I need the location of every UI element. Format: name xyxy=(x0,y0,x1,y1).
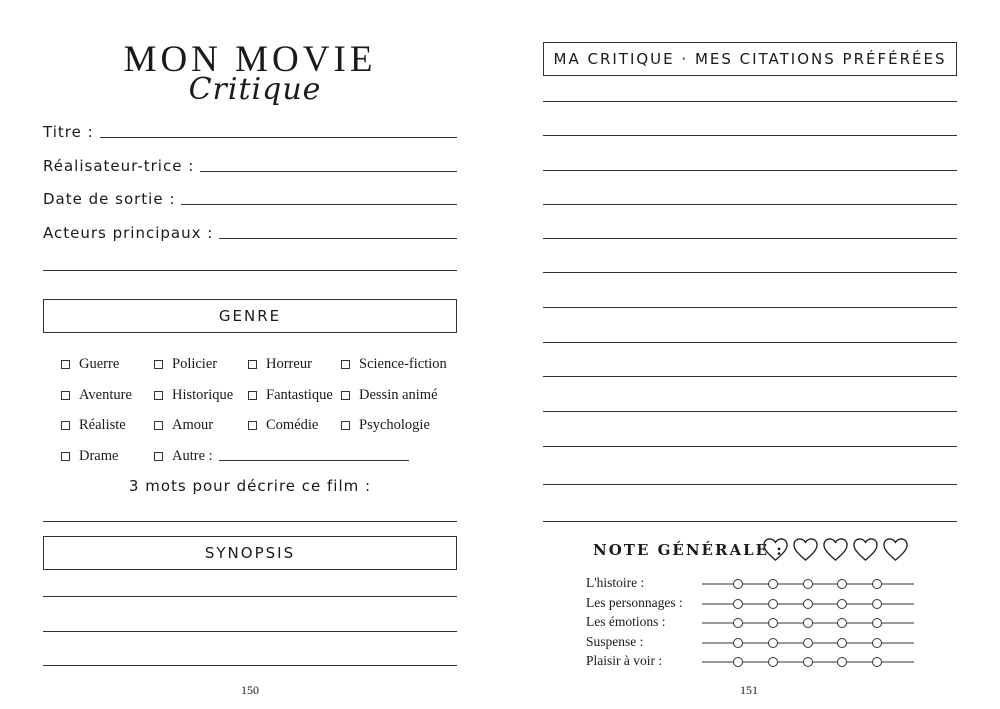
genre-checkbox[interactable] xyxy=(248,387,333,404)
checkbox-icon[interactable] xyxy=(61,421,70,430)
field-label: Réalisateur-trice : xyxy=(43,157,195,175)
checkbox-icon[interactable] xyxy=(154,421,163,430)
write-line[interactable] xyxy=(543,135,957,136)
genre-label: Réaliste xyxy=(79,417,126,433)
checkbox-icon[interactable] xyxy=(341,391,350,400)
write-line[interactable] xyxy=(543,484,957,485)
genre-checkbox-autre[interactable] xyxy=(154,448,409,465)
field-realisateur[interactable] xyxy=(43,157,457,175)
genre-checkbox[interactable] xyxy=(154,387,233,404)
checkbox-icon[interactable] xyxy=(341,360,350,369)
page-number: 151 xyxy=(740,683,758,697)
write-line[interactable] xyxy=(43,521,457,522)
genre-label: Horreur xyxy=(266,356,312,372)
genre-checkbox[interactable] xyxy=(154,356,217,373)
page-number: 150 xyxy=(241,683,259,697)
write-line[interactable] xyxy=(100,137,457,138)
write-line[interactable] xyxy=(543,307,957,308)
genre-label: Drame xyxy=(79,448,119,464)
page-title: MON MOVIE xyxy=(123,39,377,80)
heart-outline-icon[interactable] xyxy=(762,537,789,562)
write-line[interactable] xyxy=(43,665,457,666)
genre-checkbox[interactable] xyxy=(61,417,126,434)
write-line[interactable] xyxy=(543,101,957,102)
checkbox-icon[interactable] xyxy=(61,452,70,461)
genre-checkbox[interactable] xyxy=(248,417,318,434)
page-subtitle-script: Critique xyxy=(188,72,322,107)
genre-label: Psychologie xyxy=(359,417,430,433)
heart-rating[interactable] xyxy=(762,537,909,562)
write-line[interactable] xyxy=(543,272,957,273)
write-line[interactable] xyxy=(43,631,457,632)
genre-label: Policier xyxy=(172,356,218,372)
genre-checkbox[interactable] xyxy=(61,356,119,373)
checkbox-icon[interactable] xyxy=(61,360,70,369)
write-line[interactable] xyxy=(543,521,957,522)
critique-header: MA CRITIQUE · MES CITATIONS PRÉFÉRÉES xyxy=(543,42,957,76)
genre-label: Science-fiction xyxy=(359,356,447,372)
rating-scale[interactable] xyxy=(702,636,916,650)
genre-checkbox[interactable] xyxy=(154,417,213,434)
checkbox-icon[interactable] xyxy=(341,421,350,430)
write-line[interactable] xyxy=(219,238,457,239)
checkbox-icon[interactable] xyxy=(154,452,163,461)
field-label: Titre : xyxy=(43,123,94,141)
genre-label: Dessin animé xyxy=(359,387,438,403)
checkbox-icon[interactable] xyxy=(154,391,163,400)
checkbox-icon[interactable] xyxy=(248,421,257,430)
rating-scale[interactable] xyxy=(702,616,916,630)
rating-label: Les émotions : xyxy=(586,614,666,629)
genre-label: Guerre xyxy=(79,356,120,372)
rating-scale[interactable] xyxy=(702,597,916,611)
rating-row[interactable] xyxy=(586,575,916,593)
rating-row[interactable] xyxy=(586,634,916,652)
genre-checkbox[interactable] xyxy=(61,448,118,465)
three-words-label: 3 mots pour décrire ce film : xyxy=(128,477,372,495)
genre-label: Aventure xyxy=(79,387,132,403)
write-line[interactable] xyxy=(543,411,957,412)
rating-label: Les personnages : xyxy=(586,595,683,610)
write-line[interactable] xyxy=(200,171,457,172)
heart-outline-icon[interactable] xyxy=(852,537,879,562)
rating-row[interactable] xyxy=(586,653,916,671)
field-label: Date de sortie : xyxy=(43,190,176,208)
checkbox-icon[interactable] xyxy=(248,391,257,400)
checkbox-icon[interactable] xyxy=(248,360,257,369)
write-line[interactable] xyxy=(181,204,457,205)
heart-outline-icon[interactable] xyxy=(792,537,819,562)
genre-checkbox[interactable] xyxy=(341,387,438,404)
genre-label: Autre : xyxy=(172,448,213,464)
rating-label: Plaisir à voir : xyxy=(586,653,663,668)
checkbox-icon[interactable] xyxy=(154,360,163,369)
genre-checkbox[interactable] xyxy=(61,387,132,404)
write-line[interactable] xyxy=(543,446,957,447)
heart-outline-icon[interactable] xyxy=(882,537,909,562)
field-label: Acteurs principaux : xyxy=(43,224,214,242)
genre-checkbox[interactable] xyxy=(248,356,312,373)
write-line[interactable] xyxy=(43,596,457,597)
genre-label: Fantastique xyxy=(266,387,333,403)
write-line[interactable] xyxy=(543,376,957,377)
genre-checkbox[interactable] xyxy=(341,356,447,373)
rating-row[interactable] xyxy=(586,614,916,632)
rating-label: L'histoire : xyxy=(586,575,645,590)
right-page xyxy=(500,0,1000,709)
rating-scale[interactable] xyxy=(702,655,916,669)
rating-scale[interactable] xyxy=(702,577,916,591)
rating-row[interactable] xyxy=(586,595,916,613)
genre-label: Historique xyxy=(172,387,234,403)
write-line[interactable] xyxy=(219,460,409,461)
checkbox-icon[interactable] xyxy=(61,391,70,400)
overall-rating-label: NOTE GÉNÉRALE : xyxy=(593,541,784,559)
rating-label: Suspense : xyxy=(586,634,644,649)
genre-label: Amour xyxy=(172,417,214,433)
field-titre[interactable] xyxy=(43,123,457,141)
write-line[interactable] xyxy=(43,270,457,271)
write-line[interactable] xyxy=(543,170,957,171)
genre-checkbox[interactable] xyxy=(341,417,430,434)
field-date[interactable] xyxy=(43,190,457,208)
field-acteurs[interactable] xyxy=(43,224,457,242)
synopsis-header: SYNOPSIS xyxy=(43,536,457,570)
heart-outline-icon[interactable] xyxy=(822,537,849,562)
write-line[interactable] xyxy=(543,342,957,343)
write-line[interactable] xyxy=(543,204,957,205)
genre-label: Comédie xyxy=(266,417,319,433)
genre-header: GENRE xyxy=(43,299,457,333)
write-line[interactable] xyxy=(543,238,957,239)
